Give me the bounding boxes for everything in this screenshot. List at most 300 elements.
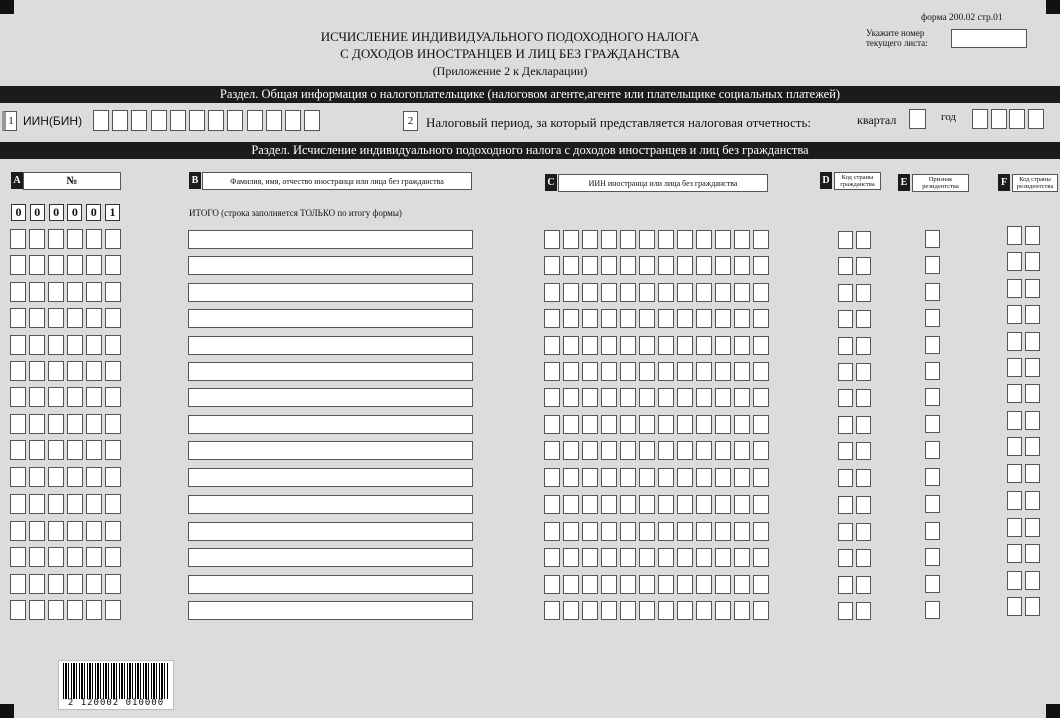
residency-flag-cell[interactable] [925, 522, 940, 540]
foreigner-iin-cell[interactable] [620, 495, 636, 514]
foreigner-iin-cell[interactable] [696, 336, 712, 355]
foreigner-iin-cell[interactable] [715, 441, 731, 460]
foreigner-iin-cell[interactable] [582, 495, 598, 514]
row-number-cell[interactable] [105, 521, 121, 541]
foreigner-iin-cell[interactable] [677, 441, 693, 460]
foreigner-iin-cell[interactable] [601, 468, 617, 487]
residency-country-cell[interactable] [1007, 544, 1022, 563]
foreigner-iin-cell[interactable] [753, 283, 769, 302]
foreigner-iin-cell[interactable] [639, 548, 655, 567]
iin-bin-cell[interactable] [131, 110, 147, 131]
foreigner-iin-cell[interactable] [715, 548, 731, 567]
foreigner-iin-cell[interactable] [544, 495, 560, 514]
row-number-cell[interactable] [48, 282, 64, 302]
year-cell[interactable] [972, 109, 988, 129]
foreigner-iin-cell[interactable] [734, 522, 750, 541]
foreigner-iin-cell[interactable] [696, 601, 712, 620]
row-number-cell[interactable] [86, 282, 102, 302]
row-number-cell[interactable] [29, 308, 45, 328]
residency-country-cell[interactable] [1007, 279, 1022, 298]
row-number-cell[interactable] [10, 282, 26, 302]
foreigner-iin-cell[interactable] [563, 388, 579, 407]
fullname-input[interactable] [188, 495, 473, 514]
row-number-cell[interactable] [105, 414, 121, 434]
foreigner-iin-cell[interactable] [696, 548, 712, 567]
foreigner-iin-cell[interactable] [677, 495, 693, 514]
row-number-cell[interactable] [10, 335, 26, 355]
foreigner-iin-cell[interactable] [582, 362, 598, 381]
foreigner-iin-cell[interactable] [544, 601, 560, 620]
foreigner-iin-cell[interactable] [677, 548, 693, 567]
foreigner-iin-cell[interactable] [639, 336, 655, 355]
foreigner-iin-cell[interactable] [544, 230, 560, 249]
residency-flag-cell[interactable] [925, 336, 940, 354]
foreigner-iin-cell[interactable] [753, 601, 769, 620]
foreigner-iin-cell[interactable] [544, 468, 560, 487]
citizenship-code-cell[interactable] [856, 469, 871, 487]
row-number-cell[interactable] [10, 361, 26, 381]
foreigner-iin-cell[interactable] [753, 230, 769, 249]
quarter-input[interactable] [909, 109, 926, 129]
citizenship-code-cell[interactable] [856, 442, 871, 460]
residency-country-cell[interactable] [1007, 518, 1022, 537]
residency-country-cell[interactable] [1007, 571, 1022, 590]
fullname-input[interactable] [188, 468, 473, 487]
foreigner-iin-cell[interactable] [677, 362, 693, 381]
row-number-cell[interactable] [48, 574, 64, 594]
residency-flag-cell[interactable] [925, 495, 940, 513]
foreigner-iin-cell[interactable] [715, 336, 731, 355]
row-number-cell[interactable] [105, 308, 121, 328]
foreigner-iin-cell[interactable] [582, 522, 598, 541]
foreigner-iin-cell[interactable] [658, 575, 674, 594]
foreigner-iin-cell[interactable] [582, 575, 598, 594]
row-number-cell[interactable] [67, 574, 83, 594]
foreigner-iin-cell[interactable] [582, 601, 598, 620]
foreigner-iin-cell[interactable] [544, 336, 560, 355]
foreigner-iin-cell[interactable] [677, 415, 693, 434]
row-number-cell[interactable] [67, 547, 83, 567]
foreigner-iin-cell[interactable] [601, 601, 617, 620]
residency-country-cell[interactable] [1025, 252, 1040, 271]
residency-country-cell[interactable] [1025, 358, 1040, 377]
residency-country-cell[interactable] [1007, 305, 1022, 324]
iin-bin-cell[interactable] [151, 110, 167, 131]
row-number-cell[interactable] [105, 494, 121, 514]
foreigner-iin-cell[interactable] [734, 601, 750, 620]
residency-flag-cell[interactable] [925, 548, 940, 566]
row-number-cell[interactable] [48, 229, 64, 249]
residency-flag-cell[interactable] [925, 256, 940, 274]
foreigner-iin-cell[interactable] [658, 601, 674, 620]
foreigner-iin-cell[interactable] [620, 468, 636, 487]
foreigner-iin-cell[interactable] [563, 548, 579, 567]
foreigner-iin-cell[interactable] [601, 309, 617, 328]
foreigner-iin-cell[interactable] [715, 283, 731, 302]
row-number-cell[interactable] [86, 308, 102, 328]
citizenship-code-cell[interactable] [856, 549, 871, 567]
row-number-cell[interactable] [48, 335, 64, 355]
citizenship-code-cell[interactable] [856, 363, 871, 381]
row-number-cell[interactable] [86, 547, 102, 567]
fullname-input[interactable] [188, 256, 473, 275]
fullname-input[interactable] [188, 601, 473, 620]
foreigner-iin-cell[interactable] [677, 522, 693, 541]
row-number-cell[interactable] [10, 440, 26, 460]
foreigner-iin-cell[interactable] [658, 336, 674, 355]
foreigner-iin-cell[interactable] [753, 415, 769, 434]
foreigner-iin-cell[interactable] [658, 415, 674, 434]
foreigner-iin-cell[interactable] [582, 283, 598, 302]
residency-country-cell[interactable] [1025, 464, 1040, 483]
row-number-cell[interactable] [86, 467, 102, 487]
row-number-cell[interactable] [10, 255, 26, 275]
row-number-cell[interactable] [86, 574, 102, 594]
foreigner-iin-cell[interactable] [677, 256, 693, 275]
row-number-cell[interactable] [10, 547, 26, 567]
row-number-cell[interactable] [48, 387, 64, 407]
sheet-number-input[interactable] [951, 29, 1027, 48]
foreigner-iin-cell[interactable] [639, 388, 655, 407]
foreigner-iin-cell[interactable] [753, 468, 769, 487]
foreigner-iin-cell[interactable] [734, 362, 750, 381]
residency-country-cell[interactable] [1025, 411, 1040, 430]
row-number-cell[interactable] [67, 335, 83, 355]
residency-country-cell[interactable] [1007, 597, 1022, 616]
row-number-cell[interactable] [105, 574, 121, 594]
foreigner-iin-cell[interactable] [563, 575, 579, 594]
foreigner-iin-cell[interactable] [601, 336, 617, 355]
row-number-cell[interactable] [67, 282, 83, 302]
foreigner-iin-cell[interactable] [677, 601, 693, 620]
residency-country-cell[interactable] [1025, 305, 1040, 324]
foreigner-iin-cell[interactable] [544, 283, 560, 302]
row-number-cell[interactable] [105, 547, 121, 567]
foreigner-iin-cell[interactable] [563, 336, 579, 355]
row-number-cell[interactable] [105, 387, 121, 407]
foreigner-iin-cell[interactable] [734, 575, 750, 594]
foreigner-iin-cell[interactable] [620, 575, 636, 594]
foreigner-iin-cell[interactable] [639, 522, 655, 541]
foreigner-iin-cell[interactable] [696, 362, 712, 381]
foreigner-iin-cell[interactable] [544, 441, 560, 460]
foreigner-iin-cell[interactable] [544, 388, 560, 407]
foreigner-iin-cell[interactable] [601, 441, 617, 460]
foreigner-iin-cell[interactable] [715, 495, 731, 514]
foreigner-iin-cell[interactable] [734, 256, 750, 275]
citizenship-code-cell[interactable] [838, 231, 853, 249]
foreigner-iin-cell[interactable] [620, 441, 636, 460]
row-number-cell[interactable] [29, 521, 45, 541]
foreigner-iin-cell[interactable] [582, 336, 598, 355]
foreigner-iin-cell[interactable] [639, 575, 655, 594]
residency-flag-cell[interactable] [925, 415, 940, 433]
foreigner-iin-cell[interactable] [696, 388, 712, 407]
foreigner-iin-cell[interactable] [639, 468, 655, 487]
foreigner-iin-cell[interactable] [734, 309, 750, 328]
foreigner-iin-cell[interactable] [715, 309, 731, 328]
foreigner-iin-cell[interactable] [544, 256, 560, 275]
foreigner-iin-cell[interactable] [715, 522, 731, 541]
foreigner-iin-cell[interactable] [563, 468, 579, 487]
residency-flag-cell[interactable] [925, 468, 940, 486]
foreigner-iin-cell[interactable] [601, 575, 617, 594]
foreigner-iin-cell[interactable] [715, 388, 731, 407]
foreigner-iin-cell[interactable] [620, 522, 636, 541]
citizenship-code-cell[interactable] [838, 523, 853, 541]
foreigner-iin-cell[interactable] [601, 495, 617, 514]
citizenship-code-cell[interactable] [856, 416, 871, 434]
fullname-input[interactable] [188, 388, 473, 407]
foreigner-iin-cell[interactable] [544, 309, 560, 328]
fullname-input[interactable] [188, 309, 473, 328]
foreigner-iin-cell[interactable] [696, 495, 712, 514]
foreigner-iin-cell[interactable] [544, 415, 560, 434]
iin-bin-cell[interactable] [93, 110, 109, 131]
foreigner-iin-cell[interactable] [715, 230, 731, 249]
foreigner-iin-cell[interactable] [734, 441, 750, 460]
residency-country-cell[interactable] [1025, 279, 1040, 298]
foreigner-iin-cell[interactable] [639, 415, 655, 434]
foreigner-iin-cell[interactable] [658, 309, 674, 328]
row-number-cell[interactable] [29, 255, 45, 275]
iin-bin-cell[interactable] [208, 110, 224, 131]
foreigner-iin-cell[interactable] [639, 283, 655, 302]
foreigner-iin-cell[interactable] [715, 575, 731, 594]
foreigner-iin-cell[interactable] [734, 388, 750, 407]
foreigner-iin-cell[interactable] [696, 309, 712, 328]
foreigner-iin-cell[interactable] [696, 283, 712, 302]
foreigner-iin-cell[interactable] [620, 336, 636, 355]
row-number-cell[interactable] [29, 282, 45, 302]
foreigner-iin-cell[interactable] [734, 468, 750, 487]
citizenship-code-cell[interactable] [856, 523, 871, 541]
foreigner-iin-cell[interactable] [753, 495, 769, 514]
foreigner-iin-cell[interactable] [601, 522, 617, 541]
row-number-cell[interactable] [29, 335, 45, 355]
row-number-cell[interactable] [29, 467, 45, 487]
foreigner-iin-cell[interactable] [677, 309, 693, 328]
foreigner-iin-cell[interactable] [658, 468, 674, 487]
row-number-cell[interactable] [29, 574, 45, 594]
foreigner-iin-cell[interactable] [620, 415, 636, 434]
row-number-cell[interactable] [67, 255, 83, 275]
row-number-cell[interactable] [105, 440, 121, 460]
citizenship-code-cell[interactable] [856, 337, 871, 355]
foreigner-iin-cell[interactable] [715, 415, 731, 434]
foreigner-iin-cell[interactable] [582, 468, 598, 487]
residency-flag-cell[interactable] [925, 441, 940, 459]
residency-country-cell[interactable] [1025, 226, 1040, 245]
row-number-cell[interactable] [10, 467, 26, 487]
fullname-input[interactable] [188, 336, 473, 355]
citizenship-code-cell[interactable] [856, 310, 871, 328]
foreigner-iin-cell[interactable] [753, 336, 769, 355]
foreigner-iin-cell[interactable] [620, 548, 636, 567]
foreigner-iin-cell[interactable] [677, 283, 693, 302]
row-number-cell[interactable] [10, 574, 26, 594]
residency-country-cell[interactable] [1025, 544, 1040, 563]
foreigner-iin-cell[interactable] [563, 495, 579, 514]
iin-bin-cell[interactable] [227, 110, 243, 131]
residency-country-cell[interactable] [1007, 332, 1022, 351]
row-number-cell[interactable] [48, 467, 64, 487]
residency-country-cell[interactable] [1007, 437, 1022, 456]
row-number-cell[interactable] [48, 440, 64, 460]
residency-flag-cell[interactable] [925, 388, 940, 406]
foreigner-iin-cell[interactable] [563, 441, 579, 460]
citizenship-code-cell[interactable] [838, 284, 853, 302]
foreigner-iin-cell[interactable] [582, 230, 598, 249]
fullname-input[interactable] [188, 575, 473, 594]
iin-bin-cell[interactable] [112, 110, 128, 131]
citizenship-code-cell[interactable] [856, 231, 871, 249]
foreigner-iin-cell[interactable] [696, 256, 712, 275]
year-cell[interactable] [1009, 109, 1025, 129]
residency-country-cell[interactable] [1007, 252, 1022, 271]
row-number-cell[interactable] [105, 255, 121, 275]
foreigner-iin-cell[interactable] [582, 256, 598, 275]
row-number-cell[interactable] [67, 387, 83, 407]
residency-country-cell[interactable] [1007, 491, 1022, 510]
iin-bin-cell[interactable] [189, 110, 205, 131]
fullname-input[interactable] [188, 522, 473, 541]
row-number-cell[interactable] [86, 521, 102, 541]
fullname-input[interactable] [188, 441, 473, 460]
foreigner-iin-cell[interactable] [563, 522, 579, 541]
row-number-cell[interactable] [86, 600, 102, 620]
foreigner-iin-cell[interactable] [658, 548, 674, 567]
row-number-cell[interactable] [105, 282, 121, 302]
foreigner-iin-cell[interactable] [658, 256, 674, 275]
citizenship-code-cell[interactable] [838, 442, 853, 460]
residency-country-cell[interactable] [1025, 518, 1040, 537]
row-number-cell[interactable] [48, 547, 64, 567]
foreigner-iin-cell[interactable] [563, 362, 579, 381]
foreigner-iin-cell[interactable] [658, 388, 674, 407]
foreigner-iin-cell[interactable] [601, 256, 617, 275]
foreigner-iin-cell[interactable] [582, 388, 598, 407]
citizenship-code-cell[interactable] [838, 469, 853, 487]
foreigner-iin-cell[interactable] [677, 575, 693, 594]
citizenship-code-cell[interactable] [856, 602, 871, 620]
foreigner-iin-cell[interactable] [620, 388, 636, 407]
row-number-cell[interactable] [67, 229, 83, 249]
residency-flag-cell[interactable] [925, 575, 940, 593]
foreigner-iin-cell[interactable] [620, 309, 636, 328]
foreigner-iin-cell[interactable] [582, 441, 598, 460]
citizenship-code-cell[interactable] [856, 284, 871, 302]
foreigner-iin-cell[interactable] [734, 230, 750, 249]
foreigner-iin-cell[interactable] [677, 468, 693, 487]
foreigner-iin-cell[interactable] [677, 336, 693, 355]
row-number-cell[interactable] [29, 361, 45, 381]
row-number-cell[interactable] [86, 255, 102, 275]
row-number-cell[interactable] [86, 414, 102, 434]
foreigner-iin-cell[interactable] [639, 495, 655, 514]
foreigner-iin-cell[interactable] [582, 415, 598, 434]
foreigner-iin-cell[interactable] [753, 575, 769, 594]
foreigner-iin-cell[interactable] [601, 388, 617, 407]
residency-country-cell[interactable] [1007, 358, 1022, 377]
foreigner-iin-cell[interactable] [696, 415, 712, 434]
year-cell[interactable] [1028, 109, 1044, 129]
foreigner-iin-cell[interactable] [753, 256, 769, 275]
foreigner-iin-cell[interactable] [601, 283, 617, 302]
foreigner-iin-cell[interactable] [563, 309, 579, 328]
citizenship-code-cell[interactable] [856, 389, 871, 407]
row-number-cell[interactable] [67, 414, 83, 434]
row-number-cell[interactable] [48, 521, 64, 541]
foreigner-iin-cell[interactable] [715, 362, 731, 381]
foreigner-iin-cell[interactable] [639, 362, 655, 381]
foreigner-iin-cell[interactable] [582, 309, 598, 328]
residency-country-cell[interactable] [1007, 411, 1022, 430]
foreigner-iin-cell[interactable] [696, 441, 712, 460]
row-number-cell[interactable] [10, 494, 26, 514]
foreigner-iin-cell[interactable] [544, 522, 560, 541]
row-number-cell[interactable] [10, 414, 26, 434]
residency-country-cell[interactable] [1025, 332, 1040, 351]
row-number-cell[interactable] [10, 229, 26, 249]
row-number-cell[interactable] [48, 255, 64, 275]
foreigner-iin-cell[interactable] [601, 362, 617, 381]
foreigner-iin-cell[interactable] [677, 388, 693, 407]
foreigner-iin-cell[interactable] [658, 230, 674, 249]
row-number-cell[interactable] [67, 467, 83, 487]
row-number-cell[interactable] [86, 440, 102, 460]
row-number-cell[interactable] [48, 308, 64, 328]
foreigner-iin-cell[interactable] [696, 575, 712, 594]
citizenship-code-cell[interactable] [838, 363, 853, 381]
foreigner-iin-cell[interactable] [563, 283, 579, 302]
foreigner-iin-cell[interactable] [620, 601, 636, 620]
citizenship-code-cell[interactable] [838, 549, 853, 567]
foreigner-iin-cell[interactable] [677, 230, 693, 249]
row-number-cell[interactable] [67, 494, 83, 514]
residency-country-cell[interactable] [1025, 597, 1040, 616]
residency-flag-cell[interactable] [925, 362, 940, 380]
fullname-input[interactable] [188, 362, 473, 381]
row-number-cell[interactable] [29, 600, 45, 620]
row-number-cell[interactable] [86, 494, 102, 514]
foreigner-iin-cell[interactable] [715, 468, 731, 487]
foreigner-iin-cell[interactable] [753, 309, 769, 328]
foreigner-iin-cell[interactable] [658, 441, 674, 460]
iin-bin-cell[interactable] [170, 110, 186, 131]
row-number-cell[interactable] [48, 414, 64, 434]
foreigner-iin-cell[interactable] [753, 548, 769, 567]
row-number-cell[interactable] [67, 361, 83, 381]
row-number-cell[interactable] [10, 308, 26, 328]
row-number-cell[interactable] [105, 229, 121, 249]
row-number-cell[interactable] [67, 600, 83, 620]
foreigner-iin-cell[interactable] [753, 441, 769, 460]
residency-country-cell[interactable] [1007, 384, 1022, 403]
foreigner-iin-cell[interactable] [601, 415, 617, 434]
residency-country-cell[interactable] [1007, 226, 1022, 245]
foreigner-iin-cell[interactable] [734, 283, 750, 302]
citizenship-code-cell[interactable] [838, 496, 853, 514]
residency-country-cell[interactable] [1025, 384, 1040, 403]
fullname-input[interactable] [188, 230, 473, 249]
citizenship-code-cell[interactable] [856, 257, 871, 275]
foreigner-iin-cell[interactable] [639, 309, 655, 328]
foreigner-iin-cell[interactable] [753, 522, 769, 541]
citizenship-code-cell[interactable] [838, 257, 853, 275]
row-number-cell[interactable] [10, 600, 26, 620]
foreigner-iin-cell[interactable] [639, 256, 655, 275]
